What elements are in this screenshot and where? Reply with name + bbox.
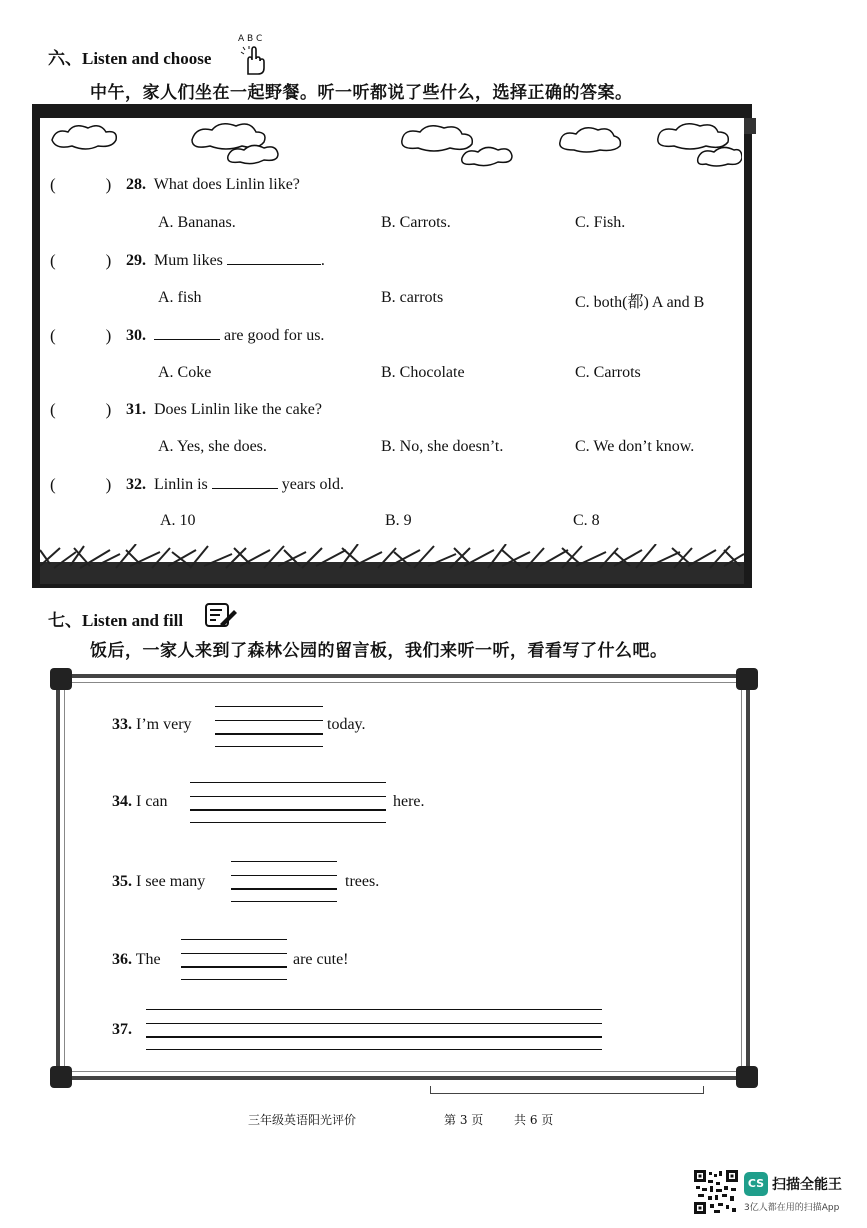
option-30-c[interactable]: C. Carrots: [575, 364, 641, 381]
write-note-icon: [204, 602, 238, 633]
option-32-c[interactable]: C. 8: [573, 512, 600, 529]
answer-paren-28[interactable]: ( ): [50, 175, 112, 194]
fill-item-36-after: are cute!: [293, 951, 349, 968]
writing-lines-37[interactable]: [146, 1009, 602, 1051]
abc-label: A B C: [238, 34, 263, 44]
fill-item-34-after: here.: [393, 793, 425, 810]
answer-paren-32[interactable]: ( ): [50, 475, 112, 494]
fill-item-33: 33. I’m very: [112, 716, 192, 733]
option-30-b[interactable]: B. Chocolate: [381, 364, 465, 381]
option-28-c[interactable]: C. Fish.: [575, 214, 626, 231]
option-29-b[interactable]: B. carrots: [381, 289, 444, 306]
camscanner-logo: CS: [744, 1172, 768, 1196]
question-29: 29. Mum likes .: [126, 252, 325, 269]
blank-30[interactable]: [154, 339, 220, 340]
section7-instruction: 饭后，一家人来到了森林公园的留言板，我们来听一听，看看写了什么吧。: [90, 641, 668, 661]
option-29-a[interactable]: A. fish: [158, 289, 202, 306]
footer-total: 共 6 页: [514, 1113, 554, 1127]
clouds-decoration: [42, 120, 742, 180]
section6-title: 六、Listen and choose: [48, 49, 212, 68]
answer-paren-31[interactable]: ( ): [50, 400, 112, 419]
fill-item-35-after: trees.: [345, 873, 380, 890]
option-32-b[interactable]: B. 9: [385, 512, 412, 529]
option-28-a[interactable]: A. Bananas.: [158, 214, 236, 231]
writing-lines-33[interactable]: [215, 706, 323, 748]
blank-32[interactable]: [212, 488, 278, 489]
footer-page: 第 3 页: [444, 1113, 484, 1127]
fill-item-34: 34. I can: [112, 793, 168, 810]
footer-course: 三年级英语阳光评价: [248, 1113, 357, 1127]
qr-code-icon: [694, 1170, 738, 1214]
writing-lines-35[interactable]: [231, 861, 337, 903]
fill-item-36: 36. The: [112, 951, 161, 968]
option-28-b[interactable]: B. Carrots.: [381, 214, 451, 231]
option-30-a[interactable]: A. Coke: [158, 364, 212, 381]
option-31-a[interactable]: A. Yes, she does.: [158, 438, 267, 455]
option-31-b[interactable]: B. No, she doesn’t.: [381, 438, 504, 455]
watermark-app-name: 扫描全能王: [772, 1177, 842, 1193]
fill-item-37: 37.: [112, 1021, 132, 1038]
section6-instruction: 中午，家人们坐在一起野餐。听一听都说了些什么，选择正确的答案。: [90, 83, 633, 103]
section7-title: 七、Listen and fill: [48, 611, 184, 630]
question-31: 31. Does Linlin like the cake?: [126, 401, 322, 418]
grass-decoration: [40, 544, 744, 584]
question-30: 30. are good for us.: [126, 327, 325, 344]
fill-item-35: 35. I see many: [112, 873, 206, 890]
answer-paren-29[interactable]: ( ): [50, 251, 112, 270]
fill-item-33-after: today.: [327, 716, 366, 733]
option-29-c[interactable]: C. both(都) A and B: [575, 294, 705, 311]
question-32: 32. Linlin is years old.: [126, 476, 344, 493]
writing-lines-34[interactable]: [190, 782, 386, 824]
question-28: 28. What does Linlin like?: [126, 176, 300, 193]
blank-29[interactable]: [227, 264, 321, 265]
writing-lines-36[interactable]: [181, 939, 287, 981]
watermark-tagline: 3亿人都在用的扫描App: [744, 1203, 840, 1213]
option-32-a[interactable]: A. 10: [160, 512, 196, 529]
answer-paren-30[interactable]: ( ): [50, 326, 112, 345]
option-31-c[interactable]: C. We don’t know.: [575, 438, 695, 455]
pointer-hand-icon: [236, 34, 272, 78]
